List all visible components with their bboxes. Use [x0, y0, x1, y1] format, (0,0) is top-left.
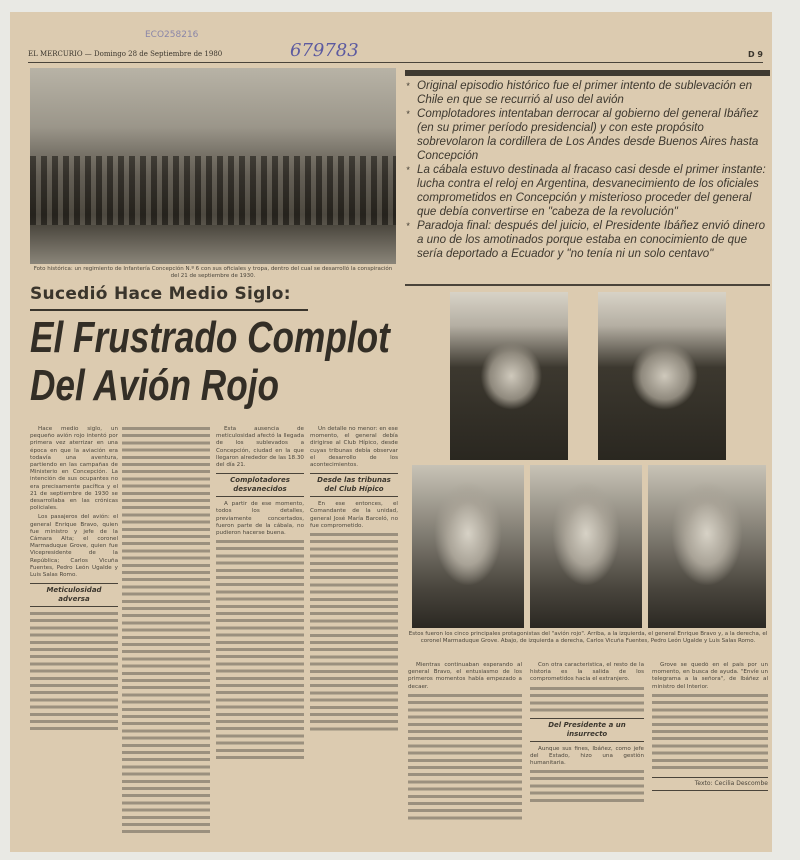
- paragraph: Mientras continuaban esperando al general Bravo, el entusiasmo de los primeros momentos había empezado a decaer.: [408, 662, 522, 690]
- portrait-carlos-vicuna: [412, 465, 524, 628]
- paragraph: A partir de ese momento, todos los detalles, previamente concertados, fueron parte de la cábala, no pudieron hacerse buena.: [216, 501, 304, 537]
- text-block: [530, 686, 644, 714]
- portraits-caption: Estos fueron los cinco principales protagonistas del "avión rojo". Arriba, a la izquierda, el general Enrique Bravo y, a la derecha, el coronel Marmaduque Grove. Abajo, de izquierda a derecha, Carlos Vicuña Fuentes, Pedro León Ugalde y Luis Salas Romo.: [408, 631, 768, 644]
- subhead-complotadores: Complotadores desvanecidos: [216, 473, 304, 497]
- paragraph: Aunque sus fines, Ibáñez, como jefe del Estado, hizo una gestión humanitaria.: [530, 745, 644, 767]
- right-column-3: [652, 662, 768, 840]
- regiment-photo-caption: Foto histórica: un regimiento de Infantería Concepción N.º 6 con sus oficiales y tropa, dentro del cual se desarrolló la conspiración del 21 de septiembre de 1930.: [33, 266, 393, 279]
- text-block: [216, 539, 304, 759]
- headline-line-1: El Frustrado Complot: [30, 313, 390, 362]
- paragraph: En ese entonces, el Comandante de la unidad, general José María Barceló, no fue comprometido.: [310, 501, 398, 529]
- text-block: [122, 426, 210, 836]
- paragraph: Grove se quedó en el país por un momento, en busca de ayuda. "Envíe un telegrama a la señora", de Ibáñez al ministro del Interior.: [652, 662, 768, 690]
- paragraph: Los pasajeros del avión: el general Enrique Bravo, quien fue ministro y jefe de la Cámara Alta; el coronel Marmaduque Grove, quien fue Vicepresidente de la República; Carlos Vicuña Fuentes, Pedro León Ugalde y Luis Salas Romo.: [30, 514, 118, 579]
- right-column-1: [408, 662, 522, 840]
- bullet-item: * Complotadores intentaban derrocar al gobierno del general Ibáñez (en su primer período presidencial) y con este propósito sobrevolaron la cordillera de Los Andes desde Buenos Aires hasta Concepción: [405, 107, 770, 163]
- masthead: EL MERCURIO — Domingo 28 de Septiembre de 1980: [28, 50, 223, 58]
- paragraph: Esta ausencia de meticulosidad afectó la llegada de los sublevados a Concepción, ciudad en la que llegaron alrededor de las 18.30 del día 21.: [216, 426, 304, 469]
- paragraph: Hace medio siglo, un pequeño avión rojo intentó por primera vez aterrizar en una época en que la aviación era todavía una aventura, partiendo en las campañas de Ministerio en Concepción. La intención de sus ocupantes no era precisamente pacífica y el 21 de septiembre de 1930 se desarrollaba en las crónicas policiales.: [30, 426, 118, 512]
- text-block: [310, 532, 398, 732]
- bullet-item: * La cábala estuvo destinada al fracaso casi desde el primer instante: lucha contra el reloj en Argentina, desvanecimiento de los oficiales comprometidos en Concepción y misterioso proceder del general que debía convertirse en "cabeza de la revolución": [405, 163, 770, 219]
- body-column-1b: [122, 426, 210, 842]
- subhead-presidente: Del Presidente a un insurrecto: [530, 718, 644, 742]
- body-column-2: [216, 426, 304, 842]
- text-block: [530, 769, 644, 805]
- summary-bullets: [405, 70, 770, 261]
- text-block: [652, 693, 768, 773]
- header-rule: [28, 62, 763, 63]
- subhead-meticulosidad: Meticulosidad adversa: [30, 583, 118, 607]
- summary-bar: [405, 70, 770, 76]
- paragraph: Un detalle no menor: en ese momento, el general debía dirigirse al Club Hípico, desde cuyas tribunas debía observar el desarrollo de los acontecimientos.: [310, 426, 398, 469]
- portrait-marmaduque-grove: [598, 292, 726, 460]
- bullets-rule: [405, 284, 770, 286]
- portrait-pedro-leon-ugalde: [530, 465, 642, 628]
- bullet-item: * Paradoja final: después del juicio, el Presidente Ibáñez envió dinero a uno de los amotinados porque estaba en conocimiento de que sería deportado a Ecuador y "no tenía ni un solo centavo": [405, 219, 770, 261]
- handwritten-number: 679783: [290, 40, 359, 61]
- portrait-luis-salas-romo: [648, 465, 766, 628]
- paragraph: Con otra característica, el resto de la historia es la salida de los comprometidos hacia el extranjero.: [530, 662, 644, 683]
- body-column-3: [310, 426, 398, 842]
- archive-stamp: ECO258216: [145, 30, 199, 40]
- page-number: D 9: [748, 50, 763, 59]
- text-block: [408, 693, 522, 823]
- headline: [30, 314, 398, 410]
- right-column-2: [530, 662, 644, 840]
- body-column-1: [30, 426, 118, 842]
- bullet-item: * Original episodio histórico fue el primer intento de sublevación en Chile en que se recurrió al uso del avión: [405, 79, 770, 107]
- author-signature: Texto: Cecilia Descombe: [652, 777, 768, 791]
- portrait-enrique-bravo: [450, 292, 568, 460]
- subhead-tribunas: Desde las tribunas del Club Hípico: [310, 473, 398, 497]
- headline-line-2: Del Avión Rojo: [30, 361, 280, 410]
- text-block: [30, 611, 118, 731]
- regiment-photo: [30, 68, 396, 264]
- kicker: Sucedió Hace Medio Siglo:: [30, 284, 291, 304]
- kicker-rule: [30, 309, 308, 311]
